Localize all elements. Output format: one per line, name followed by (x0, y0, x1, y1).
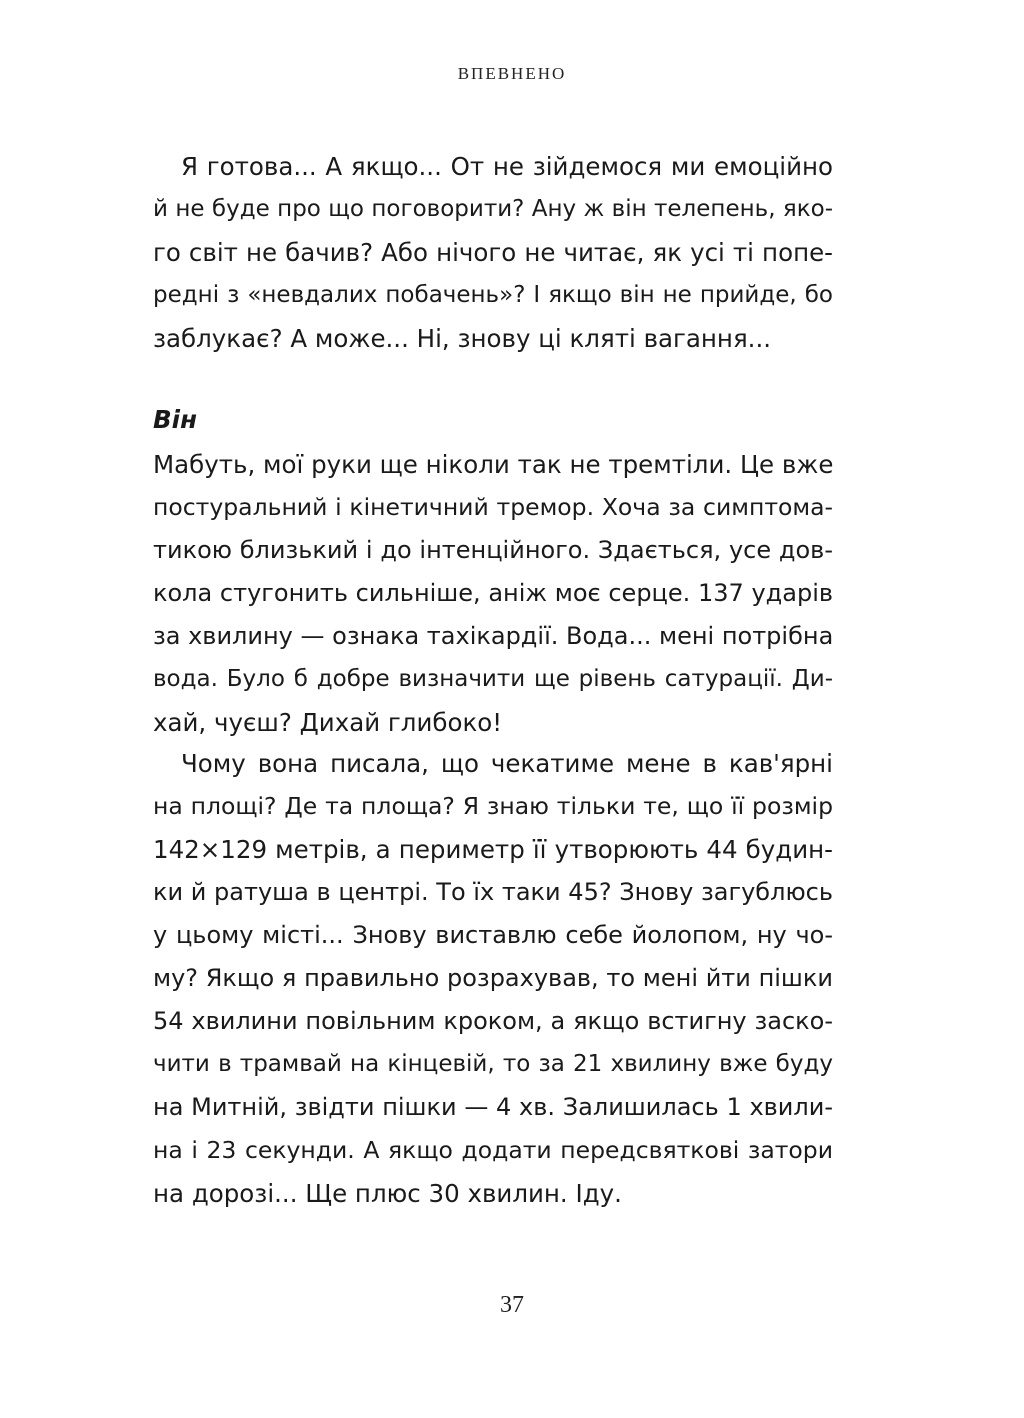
paragraph-his-monologue (153, 443, 833, 744)
text-line: му? Якщо я правильно розрахував, то мені йти пішки (153, 964, 833, 992)
text-line: го світ не бачив? Або нічого не читає, як усі ті попе- (153, 238, 833, 267)
text-line: на і 23 секунди. А якщо додати передсвяткові затори (153, 1136, 833, 1164)
text-line: Чому вона писала, що чекатиме мене в кав'ярні (181, 749, 833, 778)
text-line: 142×129 метрів, а периметр її утворюють 44 будин- (153, 835, 833, 864)
text-line: вода. Було б добре визначити ще рівень сатурації. Ди- (153, 666, 833, 692)
text-line: на площі? Де та площа? Я знаю тільки те, що її розмір (153, 792, 833, 820)
text-line: постуральний і кінетичний тремор. Хоча за симптома- (153, 493, 833, 521)
running-head: ВПЕВНЕНО (457, 64, 567, 83)
text-line: за хвилину — ознака тахікардії. Вода... мені потрібна (153, 622, 834, 650)
text-line: тикою близький і до інтенційного. Здається, усе дов- (153, 536, 833, 564)
text-line: чити в трамвай на кінцевій, то за 21 хвилину вже буду (153, 1051, 833, 1077)
text-line: 54 хвилини повільним кроком, а якщо встигну заско- (153, 1007, 833, 1035)
text-line: на Митній, звідти пішки — 4 хв. Залишилась 1 хвили- (153, 1093, 833, 1121)
text-line: й не буде про що поговорити? Ану ж він телепень, яко- (153, 196, 833, 222)
page-number: 37 (500, 1292, 524, 1318)
text-line: на дорозі... Ще плюс 30 хвилин. Іду. (153, 1179, 622, 1208)
paragraph-her-monologue (153, 145, 833, 360)
text-line: Я готова... А якщо... От не зійдемося ми емоційно (181, 152, 833, 181)
text-line: Мабуть, мої руки ще ніколи так не тремтіли. Це вже (153, 450, 834, 479)
paragraph-his-route (153, 742, 833, 1215)
text-line: хай, чуєш? Дихай глибоко! (153, 708, 503, 737)
text-line: заблукає? А може... Ні, знову ці кляті вагання... (153, 324, 772, 353)
text-line: у цьому місті... Знову виставлю себе йолопом, ну чо- (153, 921, 833, 949)
text-line: ки й ратуша в центрі. То їх таки 45? Знову загублюсь (153, 878, 833, 906)
text-line: редні з «невдалих побачень»? І якщо він не прийде, бо (153, 282, 833, 308)
section-heading: Він (153, 405, 197, 434)
text-line: кола стугонить сильніше, аніж моє серце. 137 ударів (153, 579, 833, 607)
